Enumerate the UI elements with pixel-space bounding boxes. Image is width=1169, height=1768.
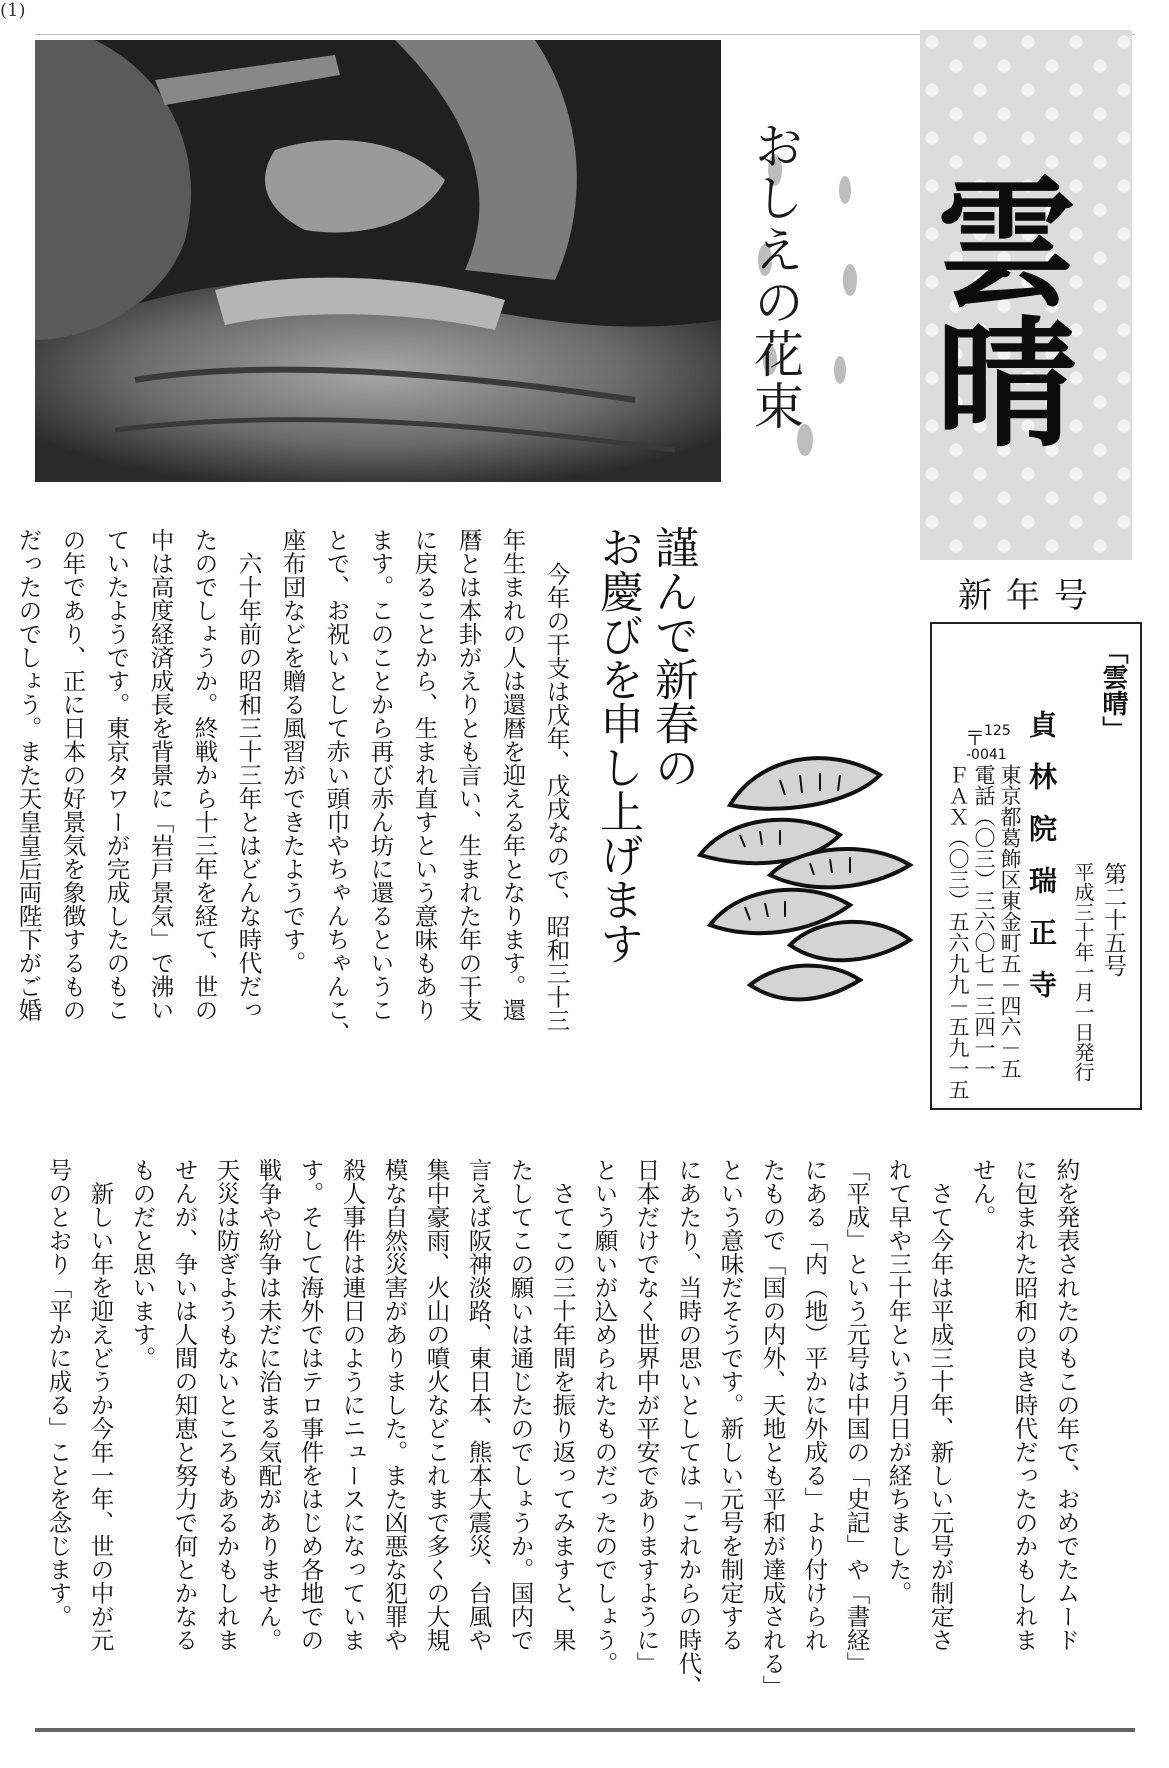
upper-column-8: 六十年前の昭和三十三年とはどんな時代だっ bbox=[234, 528, 263, 1022]
upper-column-4: に戻ることから、生まれ直すという意味もあり bbox=[410, 528, 439, 1022]
upper-column-3: 暦とは本卦がえりとも言い、生まれた年の干支 bbox=[454, 528, 483, 1022]
lower-column-9: という意味だそうです。新しい元号を制定する bbox=[716, 1158, 745, 1652]
fax-number: ＦＡＸ（〇三）五六九九－五九一五 bbox=[946, 764, 970, 1100]
lower-column-13: さてこの三十年間を振り返ってみますと、果 bbox=[548, 1158, 577, 1652]
cloud-brush-illustration bbox=[690, 735, 920, 1025]
postal-code-2: -0041 bbox=[966, 747, 1007, 763]
upper-column-6: とで、お祝いとして赤い頭巾やちゃんちゃんこ、 bbox=[322, 528, 351, 1045]
lower-column-11: 日本だけでなく世界中が平安でありますように」 bbox=[632, 1158, 661, 1675]
lower-column-24: 新しい年を迎えどうか今年一年、世の中が元 bbox=[86, 1158, 115, 1652]
lower-column-6: 「平成」という元号は中国の「史記」や「書経」 bbox=[842, 1158, 871, 1675]
feature-heading: おしえの花束 bbox=[746, 120, 804, 432]
upper-column-5: ます。このことから再び赤ん坊に還るというこ bbox=[366, 528, 395, 1022]
buddha-statue-photo bbox=[35, 40, 721, 482]
lower-column-25: 号のとおり「平かに成る」ことを念じます。 bbox=[44, 1158, 73, 1628]
lower-column-18: 殺人事件は連日のようにニュースになっていま bbox=[338, 1158, 367, 1652]
phone-number: 電話（〇三）三六〇七－三四一一 bbox=[972, 764, 996, 1079]
postal-code-1: 125 bbox=[984, 723, 1011, 739]
upper-column-10: 中は高度経済成長を背景に「岩戸景気」で沸い bbox=[146, 528, 175, 1022]
lower-column-16: 集中豪雨、火山の噴火などこれまで多くの大規 bbox=[422, 1158, 451, 1652]
lower-column-2: に包まれた昭和の良き時代だったのかもしれま bbox=[1010, 1158, 1039, 1652]
lower-column-15: 言えば阪神淡路、東日本、熊本大震災、台風や bbox=[464, 1158, 493, 1652]
greeting-line-1: 謹んで新春の bbox=[647, 525, 698, 789]
lower-column-8: たもので「国の内外、天地とも平和が達成される」 bbox=[758, 1158, 787, 1699]
lower-column-3: せん。 bbox=[968, 1158, 997, 1229]
statue-illustration bbox=[35, 40, 721, 482]
lower-column-4: さて今年は平成三十年、新しい元号が制定さ bbox=[926, 1158, 955, 1652]
upper-column-2: 年生まれの人は還暦を迎える年となります。還 bbox=[498, 528, 527, 1022]
lower-column-20: 戦争や紛争は未だに治まる気配がありません。 bbox=[254, 1158, 283, 1652]
greeting-line-2: お慶びを申し上げます bbox=[592, 525, 643, 965]
issue-number: 第二十五号 bbox=[1100, 862, 1126, 977]
lower-column-21: 天災は防ぎようもないところもあるかもしれま bbox=[212, 1158, 241, 1652]
lower-column-1: 約を発表されたのもこの年で、おめでたムード bbox=[1052, 1158, 1081, 1652]
address: 東京都葛飾区東金町五－四六－五 bbox=[998, 764, 1022, 1079]
lower-column-22: せんが、争いは人間の知恵と努力で何とかなる bbox=[170, 1158, 199, 1652]
newsletter-name: 「雲晴」 bbox=[1098, 638, 1128, 742]
lower-column-5: れて早や三十年という月日が経ちました。 bbox=[884, 1158, 913, 1605]
lower-column-7: にある「内（地）平かに外成る」より付けられ bbox=[800, 1158, 829, 1652]
lower-column-14: たしてこの願いは通じたのでしょうか。国内で bbox=[506, 1158, 535, 1652]
lower-column-19: す。そして海外ではテロ事件をはじめ各地での bbox=[296, 1158, 325, 1652]
issue-label: 新年号 bbox=[958, 576, 1102, 616]
bottom-rule bbox=[35, 1728, 1135, 1732]
lower-column-12: という願いが込められたものだったのでしょう。 bbox=[590, 1158, 619, 1675]
upper-column-7: 座布団などを贈る風習ができたようです。 bbox=[278, 528, 307, 975]
lower-column-23: ものだと思います。 bbox=[128, 1158, 157, 1370]
page-number: (1) bbox=[0, 0, 26, 21]
temple-name: 貞林院瑞正寺 bbox=[1025, 710, 1058, 1022]
lower-column-17: 模な自然災害がありました。また凶悪な犯罪や bbox=[380, 1158, 409, 1652]
upper-column-9: たのでしょうか。終戦から十三年を経て、世の bbox=[190, 528, 219, 1022]
publish-date: 平成三十年一月一日発行 bbox=[1071, 862, 1095, 1082]
postal-mark: 〒 bbox=[965, 726, 985, 750]
masthead-title: 雲晴 bbox=[913, 170, 1077, 450]
upper-column-13: だったのでしょう。また天皇皇后両陛下がご婚 bbox=[14, 528, 43, 1022]
upper-column-12: の年であり、正に日本の好景気を象徴するもの bbox=[58, 528, 87, 1022]
upper-column-11: ていたようです。東京タワーが完成したのもこ bbox=[102, 528, 131, 1022]
lower-column-10: にあたり、当時の思いとしては「これからの時代、 bbox=[674, 1158, 703, 1699]
upper-column-1: 今年の干支は戊年、戊戌なので、昭和三十三 bbox=[542, 562, 571, 1032]
